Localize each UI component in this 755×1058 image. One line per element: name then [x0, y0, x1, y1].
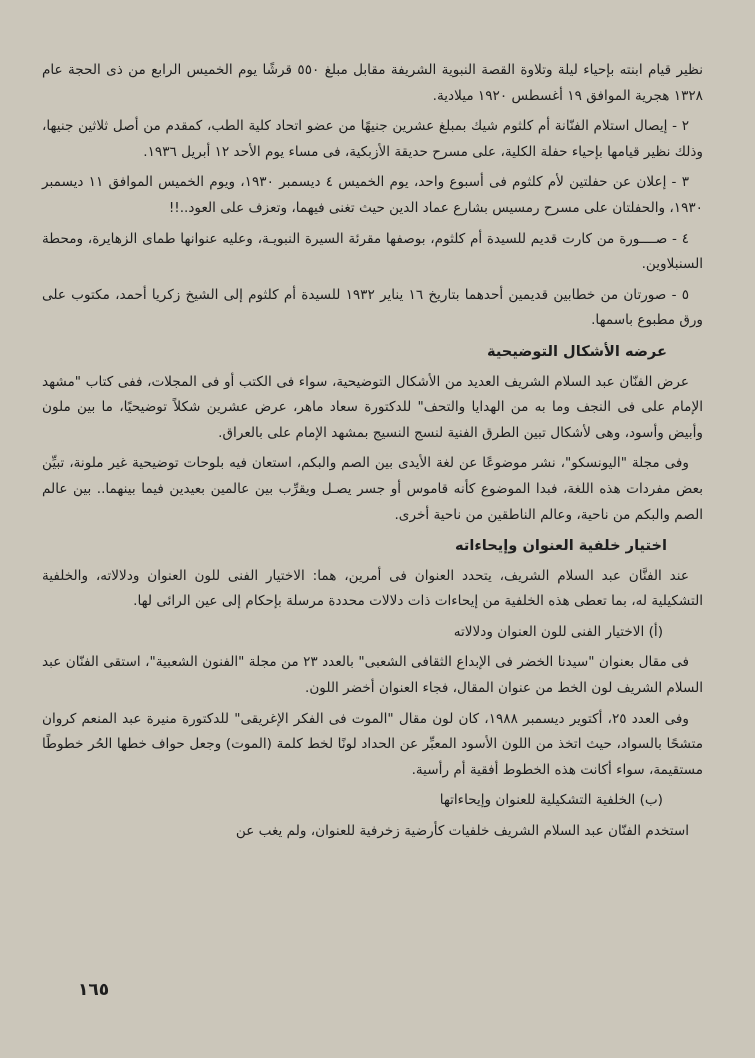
page-body [42, 58, 703, 850]
page-number: ١٦٥ [78, 980, 110, 1000]
subheading-a: (أ) الاختيار الفنى للون العنوان ودلالاته [453, 623, 663, 640]
paragraph-background-1: استخدم الفنّان عبد السلام الشريف خلفيات كأرضية زخرفية للعنوان، ولم يغب عن [235, 823, 689, 840]
paragraph-item-5: ٥ - صورتان من خطابين قديمين أحدهما بتاريخ ١٦ يناير ١٩٣٢ للسيدة أم كلثوم إلى الشيخ زكريا أحمد، مكتوب على ورق مطبوع باسمها. [42, 286, 703, 329]
paragraph-item-2: ٢ - إيصال استلام الفنّانة أم كلثوم شيك بمبلغ عشرين جنيهًا من عضو اتحاد كلية الطب، كمقدم من أصل ثلاثين جنيها، وذلك نظير قيامها بإحياء حفلة الكلية، على مسرح حديقة الأزبكية، فى مساء يوم الأحد ١٢ أبريل ١٩٣٦. [42, 118, 703, 160]
paragraph-color-1: فى مقال بعنوان "سيدنا الخضر فى الإبداع الثقافى الشعبى" بالعدد ٢٣ من مجلة "الفنون الشعبية"، استقى الفنّان عبد السلام الشريف لون الخط من عنوان المقال، فجاء العنوان أخضر اللون. [42, 654, 703, 697]
paragraph-continuation: نظير قيام ابنته بإحياء ليلة وتلاوة القصة النبوية الشريفة مقابل مبلغ ٥٥٠ قرشًا يوم الخميس الرابع من ذى الحجة عام ١٣٢٨ هجرية الموافق ١٩ أغسطس ١٩٢٠ ميلادية. [42, 62, 703, 104]
paragraph-illustrations-1: عرض الفنّان عبد السلام الشريف العديد من الأشكال التوضيحية، سواء فى الكتب أو فى المجلات، ففى كتاب "مشهد الإمام على فى النجف وما به من الهدايا والتحف" للدكتورة سعاد ماهر، عرض عشرين شكلاً توضيحيًا، ما بين ملون وأبيض وأسود، وهى لأشكال تبين الطرق الفنية لنسج النسيج بمشهد الإمام على بالعراق. [42, 373, 703, 441]
paragraph-item-3: ٣ - إعلان عن حفلتين لأم كلثوم فى أسبوع واحد، يوم الخميس ٤ ديسمبر ١٩٣٠، ويوم الخميس الموافق ١١ ديسمبر ١٩٣٠، والحفلتان على مسرح رمسيس بشارع عماد الدين حيث تغنى فيهما، وتعزف على العود..!! [42, 174, 703, 216]
paragraph-item-4: ٤ - صــــورة من كارت قديم للسيدة أم كلثوم، بوصفها مقرئة السيرة النبويـة، وعليه عنوانها طماى الزهايرة، ومحطة السنبلاوين. [42, 230, 703, 273]
section-heading-title-background: اختيار خلفية العنوان وإيحاءاته [455, 537, 667, 555]
paragraph-illustrations-2: وفى مجلة "اليونسكو"، نشر موضوعًا عن لغة الأيدى بين الصم والبكم، استعان فيه بلوحات توضيحية غير ملونة، تبيِّن بعض مفردات هذه اللغة، فبدا الموضوع كأنه قاموس أو جسر يصـل ويقرِّب بين عالمين بعيدين فيما بينهما.. بين عالم الصم والبكم من ناحية، وعالم الناطقين من ناحية أخرى. [42, 455, 703, 523]
subheading-b: (ب) الخلفية التشكيلية للعنوان وإيحاءاتها [439, 792, 663, 809]
paragraph-title-background-1: عند الفنَّان عبد السلام الشريف، يتحدد العنوان فى أمرين، هما: الاختيار الفنى للون العنوان ودلالاته، والخلفية التشكيلية له، بما تعطى هذه الخلفية من إيحاءات ذات دلالات محددة مرسلة بإحكام إلى عين الرائى لها. [42, 567, 703, 610]
section-heading-illustrations: عرضه الأشكال التوضيحية [487, 342, 667, 360]
paragraph-color-2: وفى العدد ٢٥، أكتوير ديسمبر ١٩٨٨، كان لون مقال "الموت فى الفكر الإغريقى" للدكتورة منيرة عبد المنعم كروان متشحًا بالسواد، حيث اتخذ من اللون الأسود المعبِّر عن الحداد لونًا لخط كلمة (الموت) وجعل حواف خطها الحُر خطوطًا مستقيمة، سواء أكانت هذه الخطوط أفقية أم رأسية. [42, 710, 703, 778]
